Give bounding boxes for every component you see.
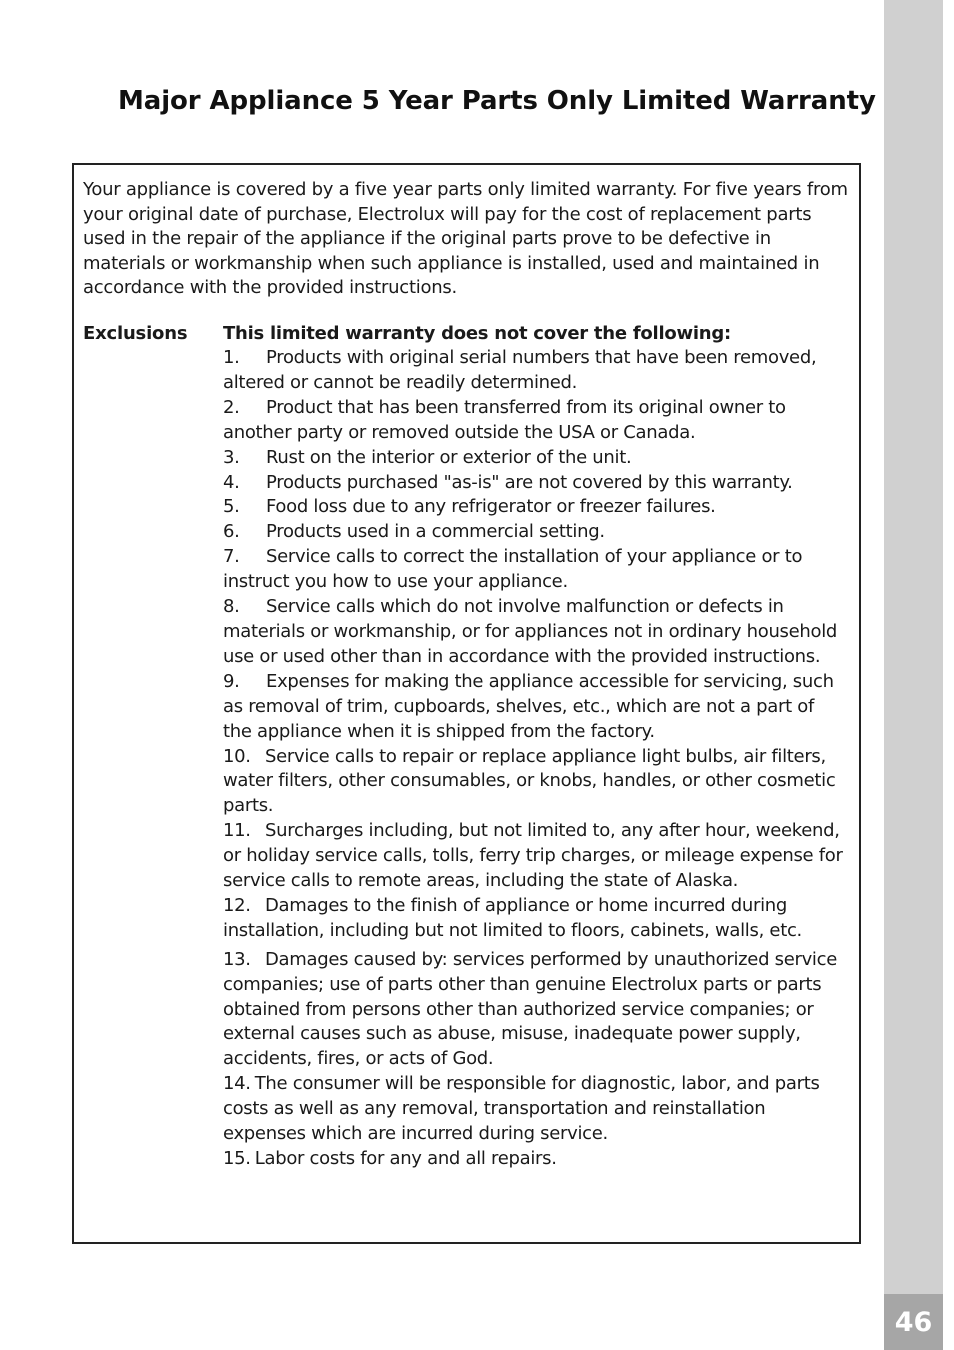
exclusion-item xyxy=(223,520,848,545)
exclusion-number: 5. xyxy=(223,496,240,518)
page-side-tab xyxy=(884,0,943,1350)
exclusion-text: Damages to the finish of appliance or home incurred during installation, including but not limited to floors, cabinets, walls, etc. xyxy=(223,894,802,941)
exclusion-number: 10. xyxy=(223,745,251,767)
exclusion-number: 13. xyxy=(223,948,251,970)
exclusion-text: Service calls to repair or replace appliance light bulbs, air filters, water filters, other consumables, or knobs, handles, or other cosmetic parts. xyxy=(223,745,836,817)
exclusions-list xyxy=(223,346,848,1172)
exclusion-text: Service calls which do not involve malfunction or defects in materials or workmanship, or for appliances not in ordinary household use or used other than in accordance with the provided instructions. xyxy=(223,596,838,667)
exclusion-text: Food loss due to any refrigerator or freezer failures. xyxy=(266,496,716,518)
exclusion-text: Service calls to correct the installation of your appliance or to instruct you how to use your appliance. xyxy=(223,546,803,593)
exclusion-item xyxy=(223,595,848,670)
exclusion-text: Labor costs for any and all repairs. xyxy=(254,1148,557,1169)
warranty-box xyxy=(72,163,861,1244)
exclusion-number: 7. xyxy=(223,546,240,568)
exclusion-item xyxy=(223,471,848,496)
exclusion-text: Product that has been transferred from its original owner to another party or removed outside the USA or Canada. xyxy=(223,396,786,443)
exclusion-text: Products used in a commercial setting. xyxy=(266,521,605,543)
exclusion-text: Damages caused by: services performed by unauthorized service companies; use of parts other than genuine Electrolux parts or parts obtained from persons other than authorized service companies; or external causes such as abuse, misuse, inadequate power supply, accidents, fires, or acts of God. xyxy=(223,948,837,1070)
exclusion-text: Surcharges including, but not limited to, any after hour, weekend, or holiday service calls, tolls, ferry trip charges, or mileage expense for service calls to remote areas, including the state of Alaska. xyxy=(223,820,843,892)
exclusion-number: 12. xyxy=(223,894,251,916)
exclusion-text: Expenses for making the appliance accessible for servicing, such as removal of trim, cupboards, shelves, etc., which are not a part of the appliance when it is shipped from the factory. xyxy=(223,670,834,742)
exclusions-label: Exclusions xyxy=(83,323,188,344)
exclusion-item xyxy=(223,545,848,595)
exclusion-number: 11. xyxy=(223,820,251,842)
exclusion-item xyxy=(223,1147,848,1172)
exclusion-number: 14. xyxy=(223,1073,251,1095)
exclusion-item xyxy=(223,745,848,820)
exclusion-item xyxy=(223,396,848,446)
exclusion-item xyxy=(223,1072,848,1147)
exclusion-number: 2. xyxy=(223,396,240,418)
exclusion-number: 15. xyxy=(223,1148,251,1169)
exclusion-text: Products with original serial numbers that have been removed, altered or cannot be readily determined. xyxy=(223,347,817,393)
exclusion-item xyxy=(223,346,848,396)
exclusion-number: 9. xyxy=(223,670,240,692)
exclusion-number: 1. xyxy=(223,347,240,368)
exclusion-number: 4. xyxy=(223,471,240,493)
exclusion-item xyxy=(223,446,848,471)
exclusion-item xyxy=(223,495,848,520)
page-number: 46 xyxy=(884,1294,943,1350)
exclusion-item xyxy=(223,819,848,894)
exclusion-number: 6. xyxy=(223,521,240,543)
exclusion-text: Products purchased "as-is" are not covered by this warranty. xyxy=(266,471,793,493)
exclusion-item xyxy=(223,894,848,944)
exclusion-item xyxy=(223,670,848,745)
exclusion-number: 3. xyxy=(223,446,240,468)
exclusion-item xyxy=(223,948,848,1073)
warranty-intro: Your appliance is covered by a five year parts only limited warranty. For five years from your original date of purchase, Electrolux will pay for the cost of replacement parts used in the repair of the appliance if the original parts prove to be defective in materials or workmanship when such appliance is installed, used and maintained in accordance with the provided instructions. xyxy=(83,179,848,299)
page-title: Major Appliance 5 Year Parts Only Limited Warranty xyxy=(118,86,876,116)
exclusion-text: The consumer will be responsible for diagnostic, labor, and parts costs as well as any removal, transportation and reinstallation expenses which are incurred during service. xyxy=(223,1073,820,1145)
exclusion-text: Rust on the interior or exterior of the unit. xyxy=(266,446,632,468)
exclusions-heading: This limited warranty does not cover the following: xyxy=(223,323,731,344)
exclusion-number: 8. xyxy=(223,596,240,618)
